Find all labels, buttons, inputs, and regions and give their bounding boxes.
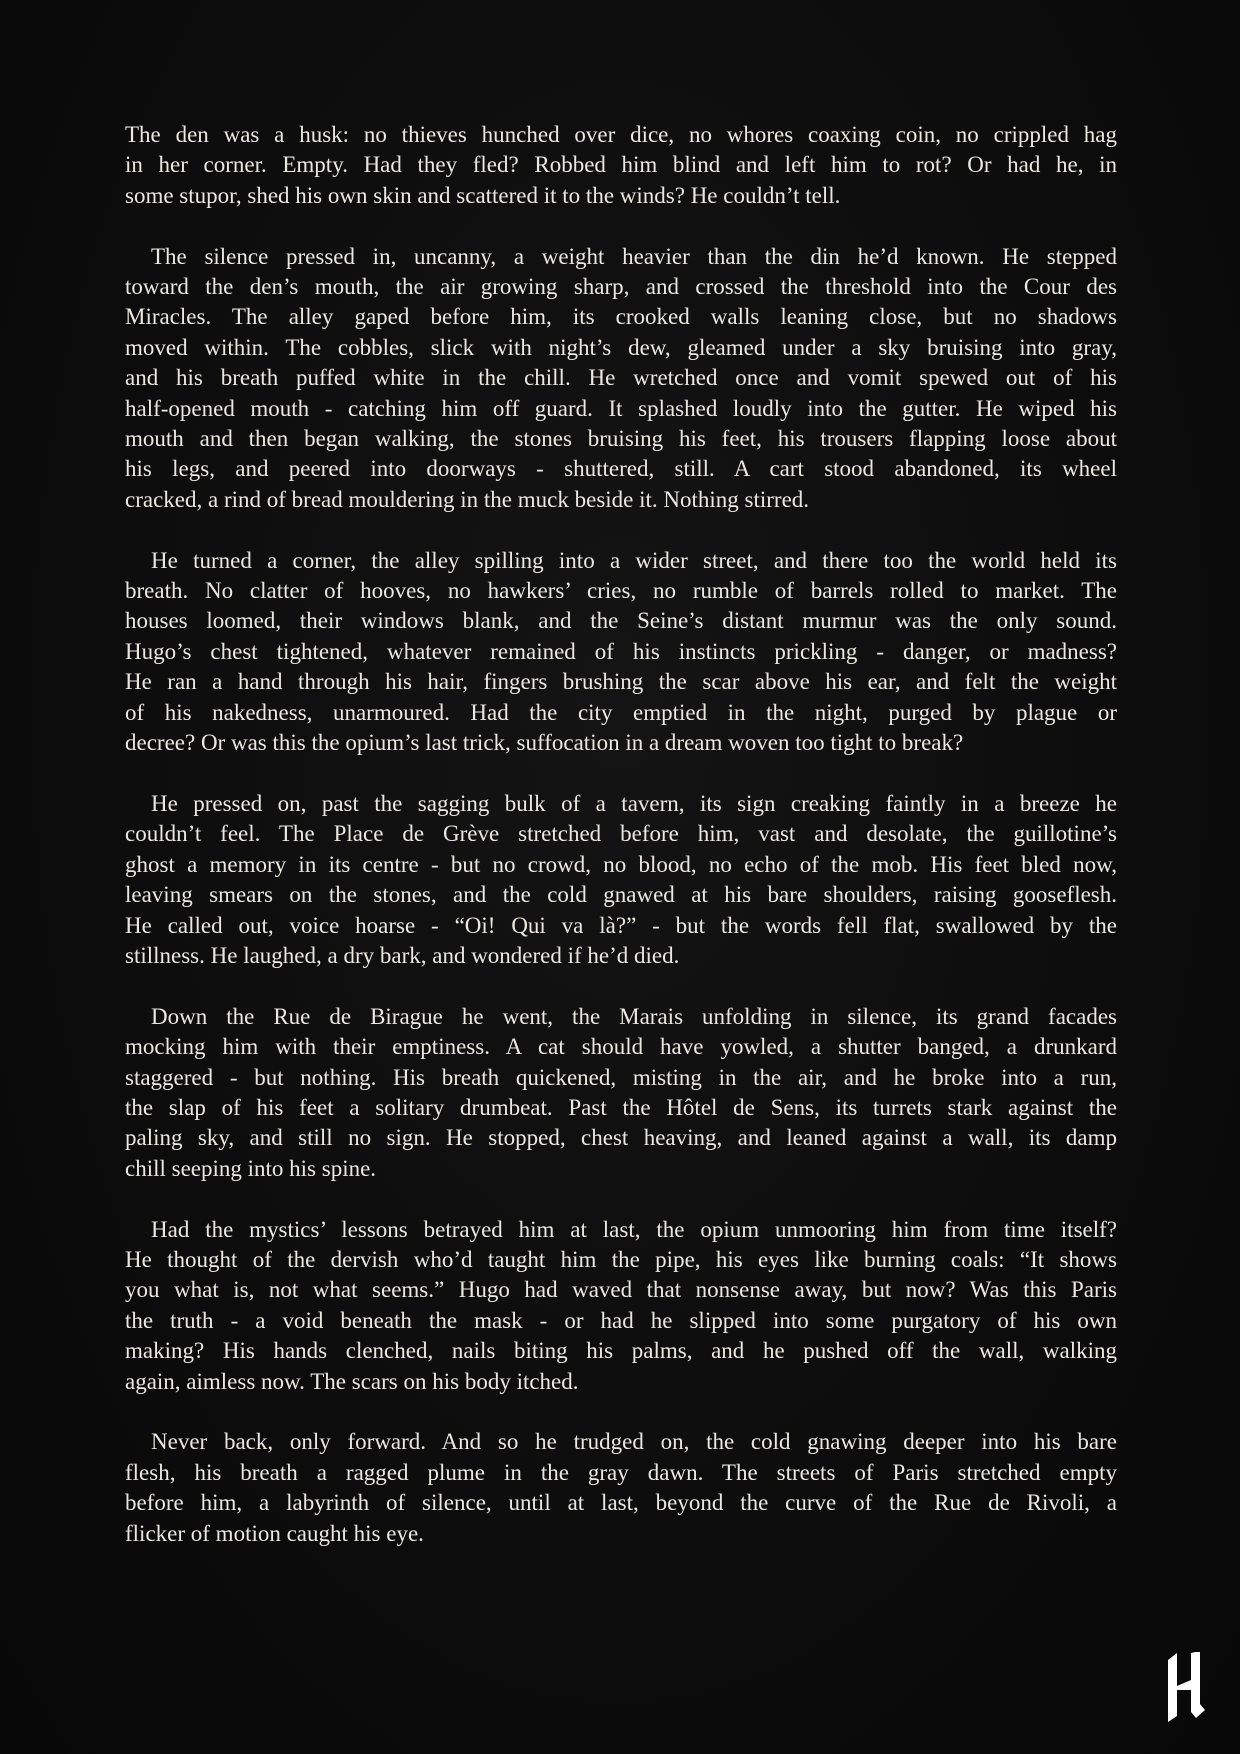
- text-line: making? His hands clenched, nails biting his palms, and he pushed off the wall, walking: [125, 1338, 1117, 1364]
- text-line: staggered - but nothing. His breath quickened, misting in the air, and he broke into a run,: [125, 1064, 1117, 1090]
- text-line: leaving smears on the stones, and the cold gnawed at his bare shoulders, raising gooseflesh.: [125, 882, 1117, 908]
- text-line: He pressed on, past the sagging bulk of a tavern, its sign creaking faintly in a breeze he: [151, 790, 1117, 816]
- text-line: Never back, only forward. And so he trudged on, the cold gnawing deeper into his bare: [151, 1429, 1117, 1455]
- text-line: ghost a memory in its centre - but no crowd, no blood, no echo of the mob. His feet bled now,: [125, 851, 1117, 877]
- text-line: Miracles. The alley gaped before him, its crooked walls leaning close, but no shadows: [125, 304, 1117, 330]
- publisher-logo-h-icon: [1165, 1652, 1205, 1724]
- paragraph: [125, 1002, 1117, 1184]
- text-line: you what is, not what seems.” Hugo had waved that nonsense away, but now? Was this Paris: [125, 1277, 1117, 1303]
- text-line: He turned a corner, the alley spilling into a wider street, and there too the world held its: [151, 547, 1117, 573]
- text-line: He thought of the dervish who’d taught him the pipe, his eyes like burning coals: “It shows: [125, 1246, 1117, 1272]
- paragraph: [125, 1427, 1117, 1549]
- text-line: mouth and then began walking, the stones bruising his feet, his trousers flapping loose about: [125, 426, 1117, 452]
- text-line: chill seeping into his spine.: [125, 1155, 377, 1181]
- text-line: toward the den’s mouth, the air growing sharp, and crossed the threshold into the Cour des: [125, 274, 1117, 300]
- paragraph: [125, 546, 1117, 759]
- text-line: decree? Or was this the opium’s last trick, suffocation in a dream woven too tight to break?: [125, 730, 964, 756]
- paragraph: [125, 1215, 1117, 1397]
- text-line: The den was a husk: no thieves hunched over dice, no whores coaxing coin, no crippled hag: [125, 122, 1117, 147]
- paragraph: [125, 242, 1117, 516]
- text-line: and his breath puffed white in the chill. He wretched once and vomit spewed out of his: [125, 365, 1117, 391]
- text-line: breath. No clatter of hooves, no hawkers’ cries, no rumble of barrels rolled to market. The: [125, 578, 1117, 604]
- body-text: [125, 120, 1117, 1579]
- text-line: Hugo’s chest tightened, whatever remained of his instincts prickling - danger, or madness?: [125, 638, 1117, 664]
- text-line: The silence pressed in, uncanny, a weight heavier than the din he’d known. He stepped: [151, 243, 1117, 269]
- text-line: the slap of his feet a solitary drumbeat. Past the Hôtel de Sens, its turrets stark against the: [125, 1094, 1117, 1120]
- text-line: again, aimless now. The scars on his body itched.: [125, 1368, 579, 1394]
- text-line: in her corner. Empty. Had they fled? Robbed him blind and left him to rot? Or had he, in: [125, 152, 1117, 178]
- paragraph: [125, 789, 1117, 971]
- text-line: Down the Rue de Birague he went, the Marais unfolding in silence, its grand facades: [151, 1003, 1117, 1029]
- text-line: couldn’t feel. The Place de Grève stretched before him, vast and desolate, the guillotine’s: [125, 821, 1117, 847]
- text-line: mocking him with their emptiness. A cat should have yowled, a shutter banged, a drunkard: [125, 1034, 1117, 1060]
- text-line: of his nakedness, unarmoured. Had the city emptied in the night, purged by plague or: [125, 699, 1117, 725]
- text-line: before him, a labyrinth of silence, until at last, beyond the curve of the Rue de Rivoli, a: [125, 1490, 1117, 1516]
- text-line: houses loomed, their windows blank, and the Seine’s distant murmur was the only sound.: [125, 608, 1117, 634]
- text-line: his legs, and peered into doorways - shuttered, still. A cart stood abandoned, its wheel: [125, 456, 1117, 482]
- text-line: Had the mystics’ lessons betrayed him at last, the opium unmooring him from time itself?: [151, 1216, 1117, 1242]
- text-line: some stupor, shed his own skin and scattered it to the winds? He couldn’t tell.: [125, 182, 841, 208]
- text-line: He called out, voice hoarse - “Oi! Qui va là?” - but the words fell flat, swallowed by the: [125, 912, 1117, 938]
- text-line: moved within. The cobbles, slick with night’s dew, gleamed under a sky bruising into gray,: [125, 334, 1117, 360]
- text-line: half-opened mouth - catching him off guard. It splashed loudly into the gutter. He wiped his: [125, 395, 1117, 421]
- text-line: the truth - a void beneath the mask - or had he slipped into some purgatory of his own: [125, 1307, 1117, 1333]
- text-line: He ran a hand through his hair, fingers brushing the scar above his ear, and felt the weight: [125, 669, 1117, 695]
- text-line: stillness. He laughed, a dry bark, and wondered if he’d died.: [125, 942, 680, 968]
- text-line: flicker of motion caught his eye.: [125, 1520, 424, 1546]
- paragraph: [125, 120, 1117, 211]
- text-line: cracked, a rind of bread mouldering in the muck beside it. Nothing stirred.: [125, 486, 810, 512]
- text-line: flesh, his breath a ragged plume in the gray dawn. The streets of Paris stretched empty: [125, 1459, 1117, 1485]
- text-line: paling sky, and still no sign. He stopped, chest heaving, and leaned against a wall, its damp: [125, 1125, 1117, 1151]
